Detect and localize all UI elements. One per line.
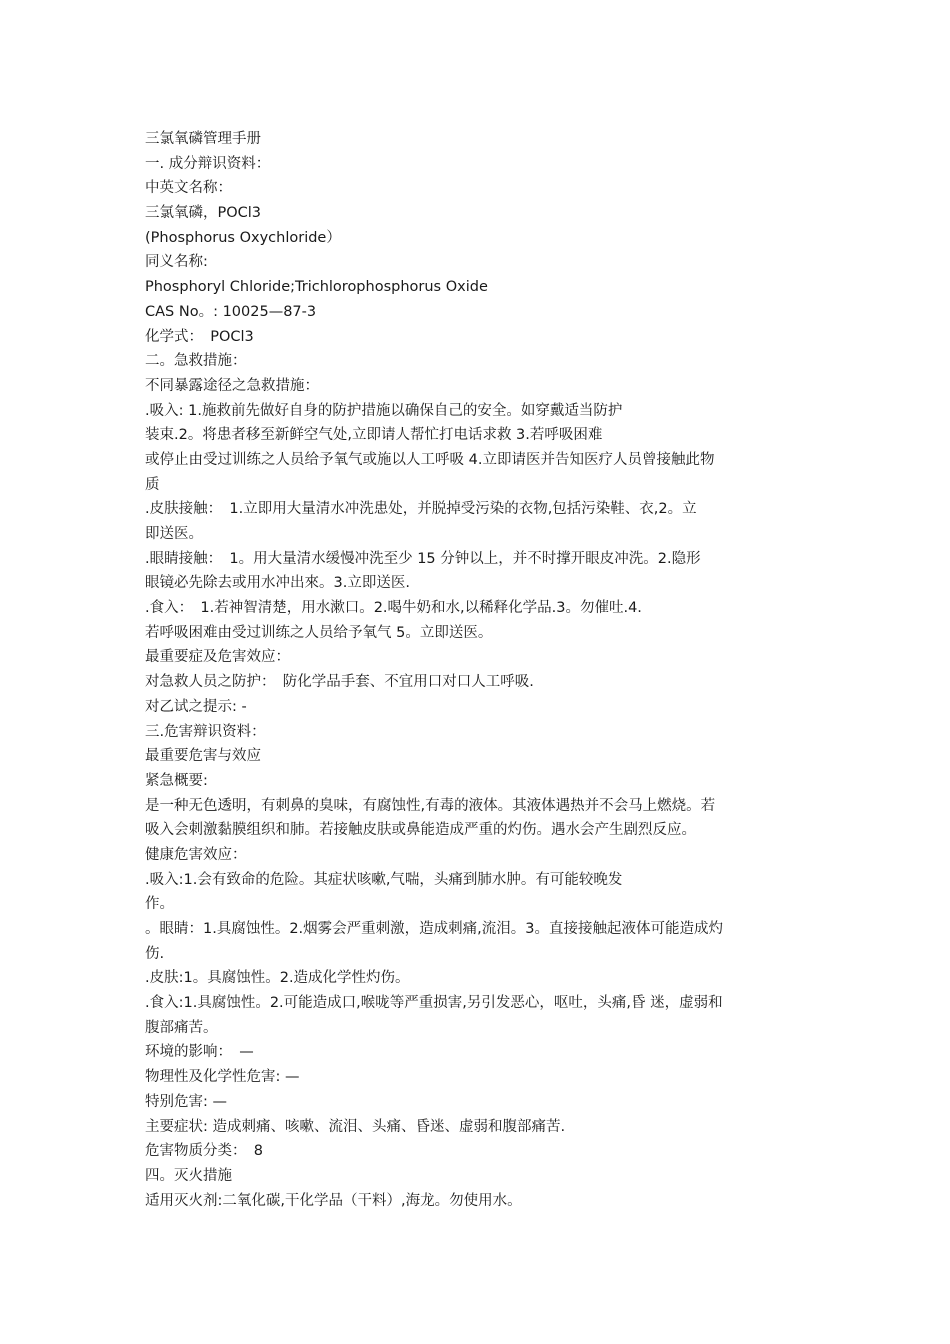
text-line: 伤. xyxy=(145,945,165,962)
text-line: 适用灭火剂:二氧化碳,干化学品（干料）,海龙。勿使用水。 xyxy=(145,1192,522,1209)
text-line: 中英文名称： xyxy=(145,180,232,197)
text-line: (Phosphorus Oxychloride） xyxy=(145,229,341,246)
text-line: 三氯氧磷，POCl3 xyxy=(145,205,262,222)
section-heading: 一. 成分辩识资料： xyxy=(145,155,271,172)
text-line: 若呼吸困难由受过训练之人员给予氧气 5。立即送医。 xyxy=(145,624,493,641)
document-title: 三氯氧磷管理手册 xyxy=(145,131,261,147)
text-line: 不同暴露途径之急救措施： xyxy=(145,377,319,394)
text-line: 对急救人员之防护： 防化学品手套、不宜用口对口人工呼吸. xyxy=(145,674,534,691)
text-line: 危害物质分类： 8 xyxy=(145,1143,263,1160)
section-heading: 二。急救措施： xyxy=(145,353,247,370)
text-line: 腹部痛苦。 xyxy=(145,1019,218,1036)
text-line: 是一种无色透明，有刺鼻的臭味，有腐蚀性,有毒的液体。其液体遇热并不会马上燃烧。若 xyxy=(145,797,716,814)
text-line: 或停止由受过训练之人员给予氧气或施以人工呼吸 4.立即请医并告知医疗人员曾接触此物 xyxy=(145,451,715,468)
text-line: .皮肤:1。具腐蚀性。2.造成化学性灼伤。 xyxy=(145,970,410,987)
section-heading: 三.危害辩识资料： xyxy=(145,723,266,740)
section-heading: 四。灭火措施 xyxy=(145,1167,232,1184)
text-line: 同义名称: xyxy=(145,254,208,271)
text-line: 紧急概要: xyxy=(145,772,208,789)
text-line: 作。 xyxy=(145,896,174,913)
text-line: 环境的影响： — xyxy=(145,1044,254,1061)
document-body xyxy=(145,127,810,1213)
text-line: 吸入会刺激黏膜组织和肺。若接触皮肤或鼻能造成严重的灼伤。遇水会产生剧烈反应。 xyxy=(145,822,696,839)
text-line: .眼睛接触： 1。用大量清水缓慢冲洗至少 15 分钟以上，并不时撑开眼皮冲洗。2.隐形 xyxy=(145,550,701,567)
text-line: 特别危害: — xyxy=(145,1093,227,1110)
text-line: 。眼睛：1.具腐蚀性。2.烟雾会严重刺激，造成刺痛,流泪。3。直接接触起液体可能造成灼 xyxy=(145,921,723,937)
text-line: 对乙试之提示: - xyxy=(145,698,247,715)
text-line: .皮肤接触： 1.立即用大量清水冲洗患处，并脱掉受污染的衣物,包括污染鞋、衣,2。立 xyxy=(145,501,697,518)
text-line: 最重要危害与效应 xyxy=(145,748,261,765)
text-line: .食入： 1.若神智清楚，用水漱口。2.喝牛奶和水,以稀释化学品.3。勿催吐.4. xyxy=(145,600,642,617)
text-line: 健康危害效应： xyxy=(145,846,247,863)
text-line: Phosphoryl Chloride;Trichlorophosphorus Oxide xyxy=(145,279,488,296)
text-line: 装束.2。将患者移至新鲜空气处,立即请人帮忙打电话求救 3.若呼吸困难 xyxy=(145,427,603,444)
text-line: 化学式： POCl3 xyxy=(145,328,254,345)
text-line: 即送医。 xyxy=(145,526,203,542)
text-line: .食入:1.具腐蚀性。2.可能造成口,喉咙等严重损害,另引发恶心，呕吐，头痛,昏 迷，虚弱和 xyxy=(145,995,723,1012)
text-line: 眼镜必先除去或用水冲出來。3.立即送医. xyxy=(145,575,410,592)
text-line: 质 xyxy=(145,476,160,493)
text-line: 物理性及化学性危害: — xyxy=(145,1069,300,1086)
text-line: .吸入: 1.施救前先做好自身的防护措施以确保自己的安全。如穿戴适当防护 xyxy=(145,402,623,419)
text-line: 主要症状: 造成刺痛、咳嗽、流泪、头痛、昏迷、虚弱和腹部痛苦. xyxy=(145,1118,566,1135)
text-line: .吸入:1.会有致命的危险。其症状咳嗽,气喘，头痛到肺水肿。有可能较晚发 xyxy=(145,871,623,888)
text-line: CAS No。: 10025—87-3 xyxy=(145,303,317,320)
text-line: 最重要症及危害效应： xyxy=(145,649,290,666)
